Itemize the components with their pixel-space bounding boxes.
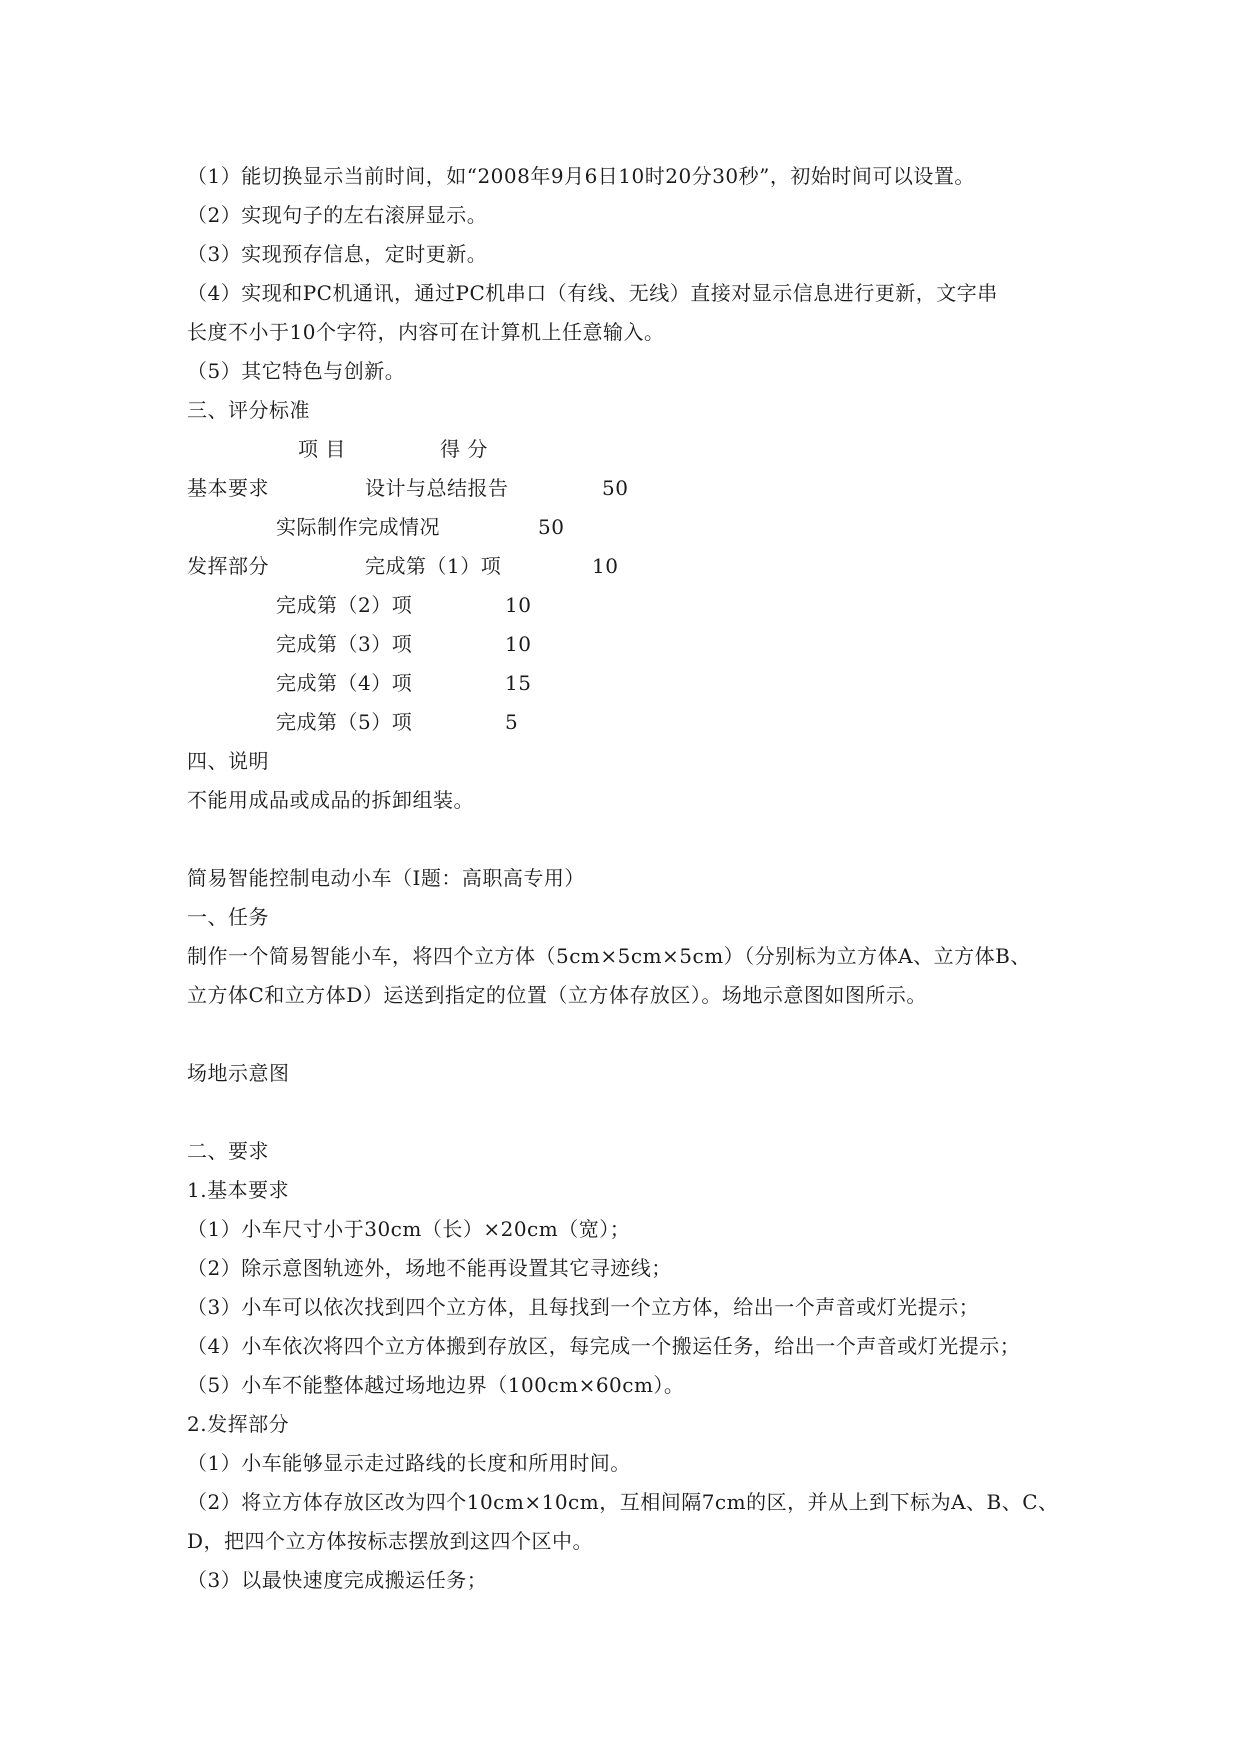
score-row-score: 10: [505, 593, 532, 617]
subheading-bonus: 2.发挥部分: [187, 1412, 290, 1436]
score-header-score: 得 分: [440, 437, 488, 461]
score-header-item: 项 目: [298, 437, 346, 461]
score-row-score: 10: [505, 632, 532, 656]
bonus-item-2-line1: （2）将立方体存放区改为四个10cm×10cm，互相间隔7cm的区，并从上到下标为A、B、C、: [187, 1490, 1059, 1514]
score-row-score: 50: [602, 476, 629, 500]
requirement-3: （3）实现预存信息，定时更新。: [187, 242, 488, 266]
score-row-item: 完成第（1）项: [365, 554, 502, 578]
section-heading-notes: 四、说明: [187, 749, 269, 773]
score-row-score: 15: [505, 671, 532, 695]
requirement-5: （5）其它特色与创新。: [187, 359, 406, 383]
section-heading-requirements: 二、要求: [187, 1139, 269, 1163]
score-row-score: 10: [592, 554, 619, 578]
notes-text: 不能用成品或成品的拆卸组装。: [187, 788, 474, 812]
requirement-1: （1）能切换显示当前时间，如“2008年9月6日10时20分30秒”，初始时间可以设置。: [187, 164, 975, 188]
score-basic-label: 基本要求: [187, 476, 269, 500]
score-row-item: 设计与总结报告: [365, 476, 509, 500]
basic-item-4: （4）小车依次将四个立方体搬到存放区，每完成一个搬运任务，给出一个声音或灯光提示；: [187, 1334, 1021, 1358]
score-row-item: 完成第（4）项: [276, 671, 413, 695]
basic-item-1: （1）小车尺寸小于30cm（长）×20cm（宽）；: [187, 1217, 631, 1241]
bonus-item-2-line2: D，把四个立方体按标志摆放到这四个区中。: [187, 1529, 594, 1553]
figure-label: 场地示意图: [187, 1061, 290, 1085]
problem-title: 简易智能控制电动小车（I题：高职高专用）: [187, 866, 585, 890]
bonus-item-3: （3）以最快速度完成搬运任务；: [187, 1568, 488, 1592]
bonus-item-1: （1）小车能够显示走过路线的长度和所用时间。: [187, 1451, 631, 1475]
score-row-item: 实际制作完成情况: [276, 515, 440, 539]
score-row-item: 完成第（2）项: [276, 593, 413, 617]
score-row-score: 50: [538, 515, 565, 539]
requirement-4-line2: 长度不小于10个字符，内容可在计算机上任意输入。: [187, 320, 665, 344]
basic-item-2: （2）除示意图轨迹外，场地不能再设置其它寻迹线；: [187, 1256, 672, 1280]
subheading-basic: 1.基本要求: [187, 1178, 290, 1202]
task-text-line1: 制作一个简易智能小车，将四个立方体（5cm×5cm×5cm）（分别标为立方体A、立方体B、: [187, 944, 1031, 968]
basic-item-3: （3）小车可以依次找到四个立方体，且每找到一个立方体，给出一个声音或灯光提示；: [187, 1295, 980, 1319]
score-row-score: 5: [505, 710, 519, 734]
score-bonus-label: 发挥部分: [187, 554, 269, 578]
basic-item-5: （5）小车不能整体越过场地边界（100cm×60cm）。: [187, 1373, 685, 1397]
requirement-2: （2）实现句子的左右滚屏显示。: [187, 203, 488, 227]
task-text-line2: 立方体C和立方体D）运送到指定的位置（立方体存放区）。场地示意图如图所示。: [187, 983, 927, 1007]
requirement-4-line1: （4）实现和PC机通讯，通过PC机串口（有线、无线）直接对显示信息进行更新，文字串: [187, 281, 998, 305]
section-heading-task: 一、任务: [187, 905, 269, 929]
score-row-item: 完成第（3）项: [276, 632, 413, 656]
score-row-item: 完成第（5）项: [276, 710, 413, 734]
section-heading-scoring: 三、评分标准: [187, 398, 310, 422]
